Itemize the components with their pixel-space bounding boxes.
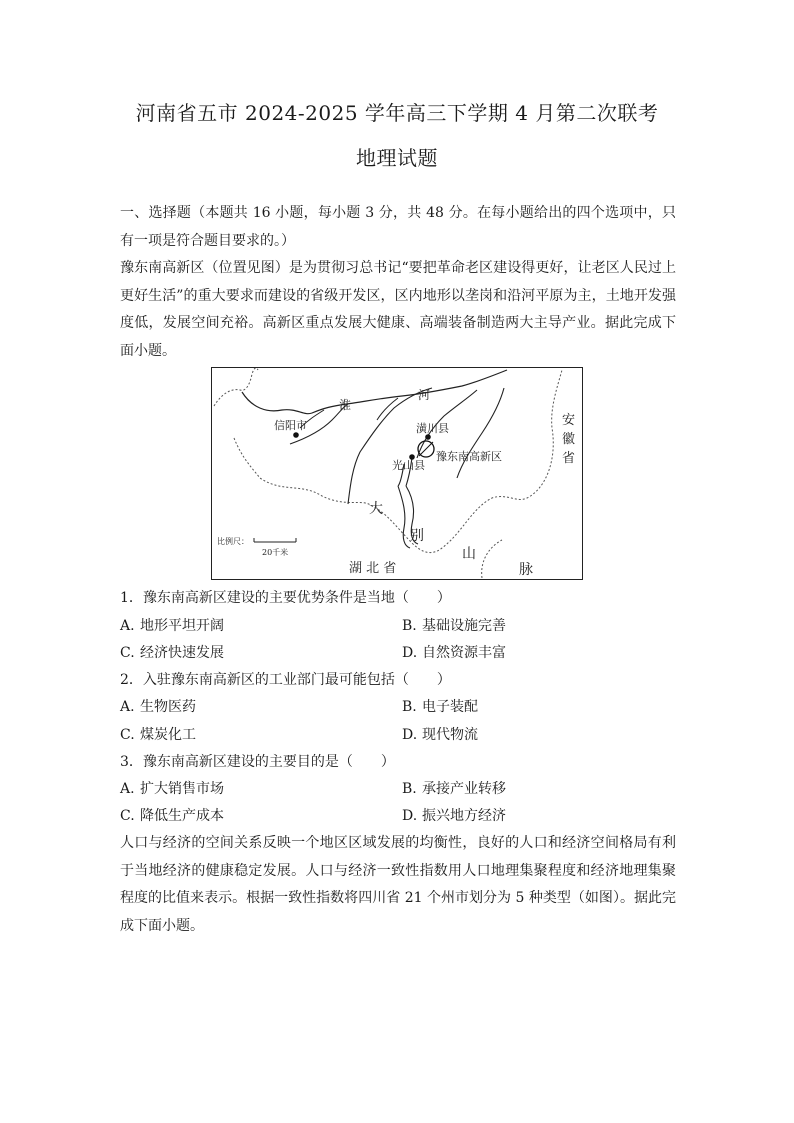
option-text: 降低生产成本 <box>140 808 224 824</box>
label-zone: 豫东南高新区 <box>436 450 502 463</box>
question-1-option-a[interactable] <box>120 616 224 636</box>
option-letter: B. <box>402 699 417 715</box>
label-huangchuan: 潢川县 <box>416 422 449 435</box>
option-letter: C. <box>120 645 135 661</box>
label-shan: 山 <box>462 546 476 562</box>
label-anhui-2: 徽 <box>562 432 576 447</box>
question-2-option-b[interactable] <box>402 697 478 717</box>
map-svg <box>212 368 581 578</box>
option-text: 扩大销售市场 <box>140 781 224 797</box>
exam-subject: 地理试题 <box>356 146 438 170</box>
option-letter: C. <box>120 727 135 743</box>
option-letter: D. <box>402 808 418 824</box>
river-south-a <box>398 486 410 548</box>
question-1-option-d[interactable] <box>402 643 506 663</box>
question-2-option-a[interactable] <box>120 697 196 717</box>
label-bie: 别 <box>410 528 424 544</box>
label-guangshan: 光山县 <box>392 459 425 472</box>
label-he: 河 <box>418 388 431 402</box>
option-text: 承接产业转移 <box>422 781 506 797</box>
option-text: 经济快速发展 <box>140 645 224 661</box>
option-letter: A. <box>120 699 135 715</box>
option-text: 地形平坦开阔 <box>140 618 224 634</box>
option-text: 煤炭化工 <box>140 727 196 743</box>
label-xinyang: 信阳市 <box>274 419 307 432</box>
passage-background: 豫东南高新区（位置见图）是为贯彻习总书记“要把革命老区建设得更好，让老区人民过上更好生活”的重大要求而建设的省级开发区，区内地形以垄岗和沿河平原为主，土地开发强度低，发展空间充裕。高新区重点发展大健康、高端装备制造两大主导产业。据此完成下面小题。 <box>120 260 676 359</box>
option-letter: A. <box>120 781 135 797</box>
huang-river <box>348 388 432 504</box>
option-text: 振兴地方经济 <box>422 808 506 824</box>
option-letter: D. <box>402 645 418 661</box>
xinyang-dot <box>293 432 299 438</box>
question-3-option-b[interactable] <box>402 779 506 799</box>
option-text: 生物医药 <box>140 699 196 715</box>
option-letter: A. <box>120 618 135 634</box>
question-3-option-d[interactable] <box>402 806 506 826</box>
question-3-option-c[interactable] <box>120 806 224 826</box>
option-text: 电子装配 <box>422 699 478 715</box>
question-3-stem: 3．豫东南高新区建设的主要目的是（ ） <box>120 754 395 770</box>
huangchuan-dot <box>425 434 431 440</box>
label-mai: 脉 <box>519 562 533 578</box>
province-border-north <box>214 368 258 406</box>
exam-title: 河南省五市 2024-2025 学年高三下学期 4 月第二次联考 <box>135 101 659 125</box>
label-anhui-3: 省 <box>562 451 576 466</box>
label-anhui-1: 安 <box>562 413 576 428</box>
question-2-option-d[interactable] <box>402 725 478 745</box>
label-hubei: 湖 北 省 <box>349 561 397 576</box>
province-border-east <box>482 540 502 578</box>
tributary-east-2 <box>457 388 504 478</box>
question-1-option-c[interactable] <box>120 643 224 663</box>
scale-label: 比例尺： <box>217 537 249 546</box>
option-text: 自然资源丰富 <box>422 645 506 661</box>
label-da: 大 <box>369 501 383 517</box>
huai-river <box>242 370 507 414</box>
question-3-option-a[interactable] <box>120 779 224 799</box>
option-letter: B. <box>402 618 417 634</box>
tributary-east-3 <box>377 398 398 420</box>
option-text: 基础设施完善 <box>422 618 506 634</box>
question-1-stem: 1．豫东南高新区建设的主要优势条件是当地（ ） <box>120 590 451 606</box>
question-2-option-c[interactable] <box>120 725 196 745</box>
label-huai: 淮 <box>339 398 352 412</box>
option-letter: B. <box>402 781 417 797</box>
question-2-stem: 2．入驻豫东南高新区的工业部门最可能包括（ ） <box>120 672 451 688</box>
location-map <box>211 367 583 580</box>
question-1-option-b[interactable] <box>402 616 506 636</box>
section-instructions: 一、选择题（本题共 16 小题，每小题 3 分，共 48 分。在每小题给出的四个选项中，只有一项是符合题目要求的。） <box>120 205 676 249</box>
option-letter: D. <box>402 727 418 743</box>
option-text: 现代物流 <box>422 727 478 743</box>
option-letter: C. <box>120 808 135 824</box>
passage-population-economy: 人口与经济的空间关系反映一个地区区域发展的均衡性，良好的人口和经济空间格局有利于当地经济的健康稳定发展。人口与经济一致性指数用人口地理集聚程度和经济地理集聚程度的比值来表示。根据一致性指数将四川省 21 个州市划分为 5 种类型（如图）。据此完成下面小题。 <box>120 835 676 934</box>
scale-value: 20千米 <box>262 548 289 557</box>
